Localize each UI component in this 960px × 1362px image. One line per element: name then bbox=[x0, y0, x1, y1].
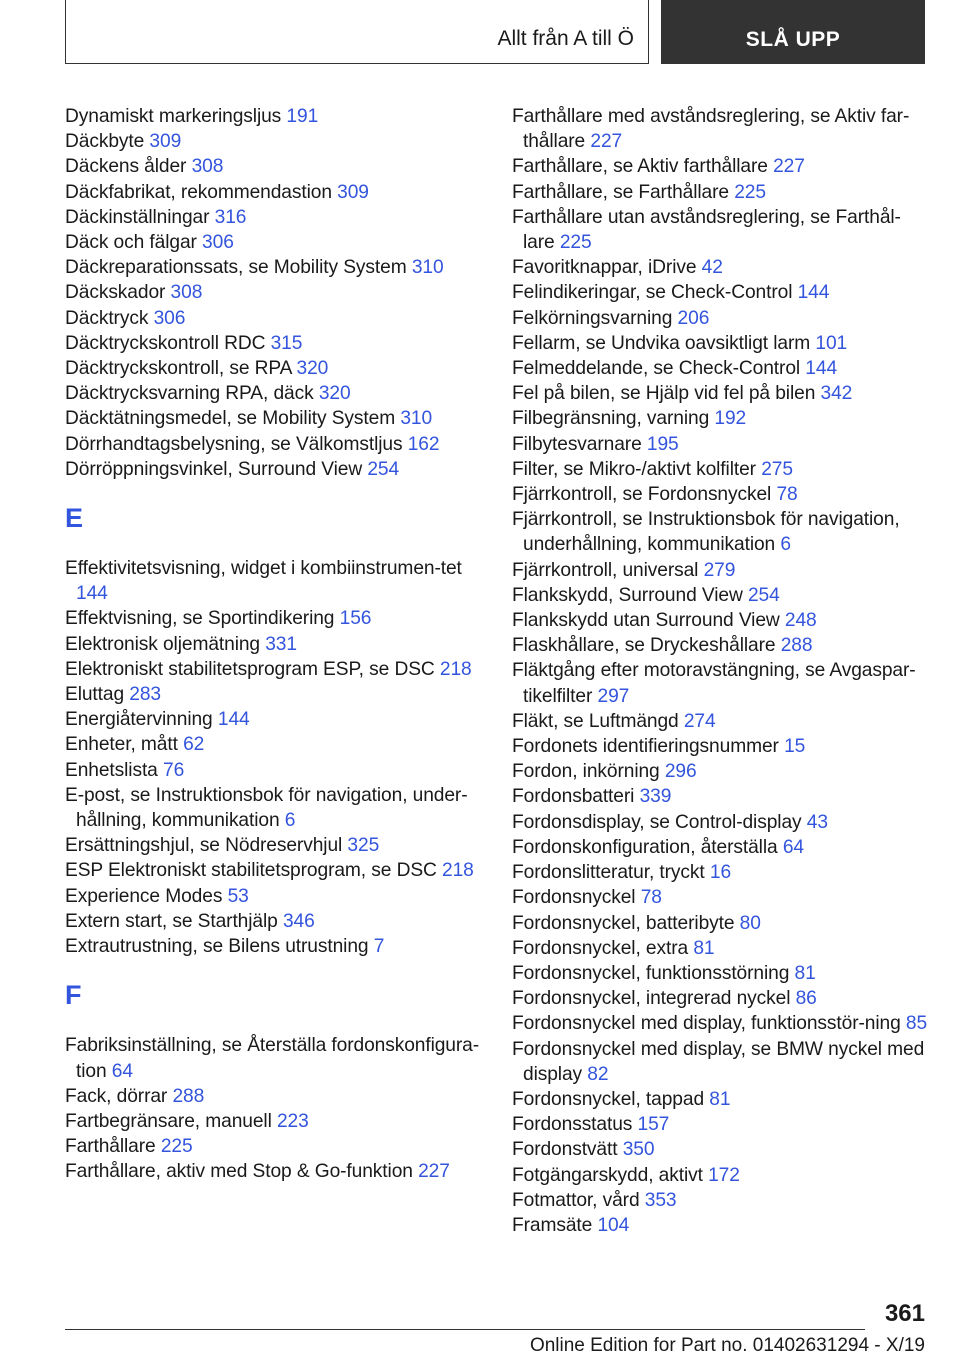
page-link[interactable]: 353 bbox=[644, 1189, 677, 1211]
entry-term: Fordonsnyckel, tappad bbox=[512, 1088, 705, 1110]
index-entry bbox=[512, 885, 932, 910]
page-link[interactable]: 309 bbox=[337, 181, 369, 203]
index-entry bbox=[512, 709, 932, 734]
entry-term: Dynamiskt markeringsljus bbox=[65, 106, 282, 127]
entry-term: Däck och fälgar bbox=[65, 232, 197, 254]
entry-term: Fack, dörrar bbox=[65, 1085, 168, 1107]
entry-term: Fordonsnyckel, funktionsstörning bbox=[512, 962, 790, 984]
entry-term: Filbegränsning, varning bbox=[512, 408, 710, 430]
section-letter: F bbox=[65, 980, 82, 1011]
page-link[interactable]: 283 bbox=[129, 684, 161, 706]
entry-term: Dörrhandtagsbelysning, se Välkomstljus bbox=[65, 433, 403, 455]
page-link[interactable]: 76 bbox=[163, 759, 185, 781]
index-entry bbox=[65, 858, 485, 883]
entry-term: Däcktätningsmedel, se Mobility System bbox=[65, 408, 396, 430]
entry-term: Fordonsnyckel, batteribyte bbox=[512, 912, 735, 934]
footer-divider bbox=[65, 1329, 865, 1330]
index-entry bbox=[65, 707, 485, 732]
entry-term: Fjärrkontroll, se Fordonsnyckel bbox=[512, 484, 772, 506]
page-link[interactable]: 64 bbox=[111, 1060, 133, 1082]
entry-term: Däcktryckskontroll, se RPA bbox=[65, 358, 292, 380]
index-entry bbox=[512, 1112, 932, 1137]
page-link[interactable]: 310 bbox=[400, 408, 433, 430]
entry-term: Fordonsdisplay, se Control-display bbox=[512, 811, 802, 833]
index-entry bbox=[65, 381, 485, 406]
index-entry bbox=[512, 911, 932, 936]
index-entry bbox=[512, 1037, 932, 1087]
page-link[interactable]: 82 bbox=[587, 1063, 609, 1085]
entry-term: Experience Modes bbox=[65, 885, 223, 907]
entry-term: E-post, se Instruktionsbok för navigation, under-hållning, kommunikation bbox=[65, 784, 468, 832]
page-link[interactable]: 6 bbox=[284, 810, 296, 832]
entry-term: Enheter, mått bbox=[65, 734, 178, 756]
entry-term: Filter, se Mikro-/aktivt kolfilter bbox=[512, 458, 756, 480]
index-entry bbox=[512, 986, 932, 1011]
entry-term: Enhetslista bbox=[65, 759, 158, 781]
page-link[interactable]: 157 bbox=[637, 1114, 670, 1136]
index-entry bbox=[512, 432, 932, 457]
page-link[interactable]: 16 bbox=[709, 862, 732, 884]
page-link[interactable]: 316 bbox=[214, 206, 247, 228]
entry-term: Farthållare, se Farthållare bbox=[512, 181, 729, 203]
index-entry bbox=[512, 784, 932, 809]
index-entry bbox=[512, 1011, 932, 1036]
index-entry bbox=[65, 934, 485, 959]
index-entry bbox=[512, 759, 932, 784]
entry-term: Fordonsbatteri bbox=[512, 786, 635, 808]
entry-term: Eluttag bbox=[65, 684, 125, 706]
page-link[interactable]: 191 bbox=[286, 106, 319, 127]
index-entry bbox=[65, 1033, 485, 1083]
page-link[interactable]: 206 bbox=[677, 307, 710, 329]
entry-term: Däckskador bbox=[65, 282, 166, 304]
entry-term: Dörröppningsvinkel, Surround View bbox=[65, 458, 363, 480]
page-link[interactable]: 308 bbox=[191, 156, 224, 178]
page-link[interactable]: 248 bbox=[784, 610, 817, 632]
entry-term: Effektivitetsvisning, widget i kombiinstrumen-tet bbox=[65, 558, 462, 580]
page-link[interactable]: 225 bbox=[734, 181, 766, 203]
index-entry bbox=[512, 1087, 932, 1112]
page-link[interactable]: 101 bbox=[815, 332, 848, 354]
index-entry bbox=[65, 909, 485, 934]
index-entry bbox=[65, 682, 485, 707]
entry-term: Felindikeringar, se Check-Control bbox=[512, 282, 793, 304]
entry-term: Elektronisk oljemätning bbox=[65, 633, 260, 655]
index-entry bbox=[512, 1163, 932, 1188]
index-column-left bbox=[65, 104, 485, 1185]
page-link[interactable]: 172 bbox=[708, 1164, 740, 1186]
index-entry bbox=[65, 129, 485, 154]
index-entry bbox=[65, 406, 485, 431]
index-entry bbox=[512, 1188, 932, 1213]
index-entry bbox=[65, 432, 485, 457]
entry-term: Fordonsnyckel, extra bbox=[512, 937, 689, 959]
page-link[interactable]: 227 bbox=[418, 1161, 450, 1183]
page-link[interactable]: 275 bbox=[761, 458, 793, 480]
entry-term: Extrautrustning, se Bilens utrustning bbox=[65, 936, 369, 958]
index-column-right bbox=[512, 104, 932, 1238]
page-link[interactable]: 78 bbox=[640, 887, 662, 909]
index-entry bbox=[512, 482, 932, 507]
entry-term: Fotgängarskydd, aktivt bbox=[512, 1164, 703, 1186]
page-link[interactable]: 320 bbox=[296, 358, 329, 380]
entry-term: Felmeddelande, se Check-Control bbox=[512, 358, 801, 380]
page-link[interactable]: 85 bbox=[905, 1013, 928, 1035]
entry-term: Fellarm, se Undvika oavsiktligt larm bbox=[512, 332, 811, 354]
page-link[interactable]: 325 bbox=[347, 835, 380, 857]
page-link[interactable]: 339 bbox=[639, 786, 672, 808]
entry-term: Fabriksinställning, se Återställa fordonskonfigura-tion bbox=[65, 1035, 480, 1082]
page-link[interactable]: 218 bbox=[439, 658, 472, 680]
index-entry bbox=[65, 356, 485, 381]
index-entry bbox=[65, 1109, 485, 1134]
page-link[interactable]: 15 bbox=[784, 736, 806, 758]
entry-term: Fjärrkontroll, se Instruktionsbok för navigation, underhållning, kommunikation bbox=[512, 509, 900, 556]
page-link[interactable]: 288 bbox=[172, 1085, 205, 1107]
index-entry bbox=[65, 758, 485, 783]
page-link[interactable]: 225 bbox=[559, 232, 592, 254]
index-entry bbox=[512, 558, 932, 583]
entry-term: Fläkt, se Luftmängd bbox=[512, 710, 679, 732]
entry-term: Fel på bilen, se Hjälp vid fel på bilen bbox=[512, 383, 816, 405]
index-entry bbox=[65, 104, 485, 129]
index-entry bbox=[65, 230, 485, 255]
index-entry bbox=[65, 1084, 485, 1109]
index-tab[interactable]: Allt från A till Ö bbox=[65, 0, 649, 64]
entry-term: Fordonsnyckel bbox=[512, 887, 636, 909]
entry-term: Felkörningsvarning bbox=[512, 307, 673, 329]
index-entry bbox=[65, 255, 485, 280]
page-link[interactable]: 315 bbox=[270, 332, 303, 354]
index-entry bbox=[512, 608, 932, 633]
page-link[interactable]: 162 bbox=[407, 433, 440, 455]
entry-term: Däcktrycksvarning RPA, däck bbox=[65, 383, 314, 405]
footer-edition: Online Edition for Part no. 01402631294 - X/19 bbox=[529, 1335, 925, 1356]
index-entry bbox=[65, 154, 485, 179]
page-link[interactable]: 192 bbox=[714, 408, 747, 430]
entry-term: Favoritknappar, iDrive bbox=[512, 257, 697, 279]
page-link[interactable]: 331 bbox=[265, 633, 297, 655]
index-entry bbox=[65, 280, 485, 305]
index-entry bbox=[512, 406, 932, 431]
page-link[interactable]: 144 bbox=[76, 583, 108, 605]
page-link[interactable]: 279 bbox=[703, 559, 736, 581]
index-entry bbox=[65, 632, 485, 657]
index-entry bbox=[65, 884, 485, 909]
index-entry bbox=[512, 1213, 932, 1238]
page-link[interactable]: 306 bbox=[202, 232, 234, 254]
page-link[interactable]: 218 bbox=[442, 860, 474, 882]
page-link[interactable]: 195 bbox=[646, 433, 679, 455]
entry-term: Fordon, inkörning bbox=[512, 761, 660, 783]
page-link[interactable]: 42 bbox=[701, 257, 723, 279]
page-link[interactable]: 78 bbox=[776, 484, 798, 506]
entry-term: Däcktryck bbox=[65, 307, 149, 329]
entry-term: Fordonsstatus bbox=[512, 1114, 633, 1136]
index-entry bbox=[512, 381, 932, 406]
index-entry bbox=[65, 833, 485, 858]
page-link[interactable]: 346 bbox=[282, 910, 315, 932]
index-entry bbox=[65, 205, 485, 230]
page-number: 361 bbox=[884, 1300, 925, 1327]
entry-term: Fordonsnyckel, integrerad nyckel bbox=[512, 988, 791, 1010]
index-entry bbox=[65, 606, 485, 631]
section-letter: E bbox=[65, 503, 83, 534]
index-entry bbox=[512, 154, 932, 179]
index-entry bbox=[512, 583, 932, 608]
page-link[interactable]: 350 bbox=[622, 1139, 655, 1161]
top-navigation bbox=[65, 0, 925, 66]
entry-term: Framsäte bbox=[512, 1214, 593, 1236]
page-link[interactable]: 62 bbox=[183, 734, 205, 756]
page-link[interactable]: 64 bbox=[782, 836, 804, 858]
page-link[interactable]: 81 bbox=[709, 1088, 731, 1110]
entry-term: Däckens ålder bbox=[65, 156, 187, 178]
entry-term: Däckreparationssats, se Mobility System bbox=[65, 257, 407, 279]
index-entry bbox=[65, 783, 485, 833]
index-entry bbox=[65, 556, 485, 606]
entry-term: Energiåtervinning bbox=[65, 709, 213, 731]
index-entry bbox=[512, 835, 932, 860]
page-link[interactable]: 144 bbox=[217, 709, 250, 731]
page-link[interactable]: 43 bbox=[806, 811, 828, 833]
entry-term: Farthållare utan avståndsreglering, se Farthål-lare bbox=[512, 206, 901, 254]
entry-term: Fordonsnyckel med display, se BMW nyckel med display bbox=[512, 1038, 925, 1085]
page-link[interactable]: 320 bbox=[318, 383, 351, 405]
entry-term: Farthållare bbox=[65, 1136, 156, 1158]
page-link[interactable]: 309 bbox=[149, 131, 182, 153]
page-link[interactable]: 6 bbox=[780, 534, 791, 556]
entry-term: Filbytesvarnare bbox=[512, 433, 642, 455]
index-entry bbox=[512, 507, 932, 557]
entry-term: Extern start, se Starthjälp bbox=[65, 910, 278, 932]
page-link[interactable]: 223 bbox=[276, 1110, 309, 1132]
entry-term: Farthållare med avståndsreglering, se Aktiv far-thållare bbox=[512, 106, 910, 153]
index-entry bbox=[512, 860, 932, 885]
page-link[interactable]: 296 bbox=[664, 761, 697, 783]
entry-term: Flankskydd utan Surround View bbox=[512, 610, 780, 632]
entry-term: Fordonsnyckel med display, funktionsstör-ning bbox=[512, 1013, 901, 1035]
page-link[interactable]: 156 bbox=[339, 608, 372, 630]
page-link[interactable]: 254 bbox=[367, 458, 400, 480]
index-entry bbox=[512, 658, 932, 708]
page-link[interactable]: 227 bbox=[590, 131, 623, 153]
entry-term: Ersättningshjul, se Nödreservhjul bbox=[65, 835, 343, 857]
page-link[interactable]: 80 bbox=[739, 912, 761, 934]
page-link[interactable]: 274 bbox=[683, 710, 716, 732]
entry-term: Fjärrkontroll, universal bbox=[512, 559, 699, 581]
page-link[interactable]: 308 bbox=[170, 282, 203, 304]
entry-term: Fotmattor, vård bbox=[512, 1189, 640, 1211]
index-entry bbox=[512, 633, 932, 658]
entry-term: Fläktgång efter motoravstängning, se Avgaspar-tikelfilter bbox=[512, 660, 916, 707]
index-entry bbox=[65, 732, 485, 757]
page-link[interactable]: 306 bbox=[153, 307, 186, 329]
entry-term: Fordonstvätt bbox=[512, 1139, 618, 1161]
index-entry bbox=[65, 1159, 485, 1184]
entry-term: Elektroniskt stabilitetsprogram ESP, se DSC bbox=[65, 658, 435, 680]
entry-term: Farthållare, se Aktiv farthållare bbox=[512, 156, 768, 178]
page-link[interactable]: 310 bbox=[411, 257, 444, 279]
page-link[interactable]: 254 bbox=[747, 584, 780, 606]
index-entry bbox=[65, 331, 485, 356]
entry-term: Fordonskonfiguration, återställa bbox=[512, 836, 778, 858]
index-entry bbox=[512, 255, 932, 280]
index-entry bbox=[512, 356, 932, 381]
entry-term: Fartbegränsare, manuell bbox=[65, 1110, 272, 1132]
entry-term: Fordonets identifieringsnummer bbox=[512, 736, 779, 758]
index-entry bbox=[512, 331, 932, 356]
entry-term: Däckbyte bbox=[65, 131, 145, 153]
search-button[interactable]: SLÅ UPP bbox=[661, 0, 925, 64]
page-link[interactable]: 81 bbox=[794, 962, 816, 984]
page-link[interactable]: 227 bbox=[773, 156, 805, 178]
entry-term: Flaskhållare, se Dryckeshållare bbox=[512, 635, 776, 657]
index-entry bbox=[512, 1137, 932, 1162]
index-entry bbox=[512, 961, 932, 986]
index-entry bbox=[65, 457, 485, 482]
page-link[interactable]: 104 bbox=[597, 1214, 630, 1236]
index-entry bbox=[512, 457, 932, 482]
index-entry bbox=[65, 1134, 485, 1159]
entry-term: Effektvisning, se Sportindikering bbox=[65, 608, 335, 630]
entry-term: Farthållare, aktiv med Stop & Go-funktion bbox=[65, 1161, 413, 1183]
page-link[interactable]: 144 bbox=[797, 282, 830, 304]
page-link[interactable]: 225 bbox=[160, 1136, 193, 1158]
entry-term: Däckinställningar bbox=[65, 206, 210, 228]
index-entry bbox=[512, 306, 932, 331]
entry-term: Däcktryckskontroll RDC bbox=[65, 332, 266, 354]
index-entry bbox=[512, 280, 932, 305]
page-link[interactable]: 342 bbox=[820, 383, 853, 405]
entry-term: Däckfabrikat, rekommendastion bbox=[65, 181, 332, 203]
page-link[interactable]: 288 bbox=[780, 635, 813, 657]
page-link[interactable]: 297 bbox=[597, 685, 630, 707]
index-entry bbox=[512, 104, 932, 154]
page-link[interactable]: 144 bbox=[805, 358, 838, 380]
index-entry bbox=[65, 657, 485, 682]
entry-term: Fordonslitteratur, tryckt bbox=[512, 862, 705, 884]
index-entry bbox=[512, 205, 932, 255]
index-entry bbox=[512, 936, 932, 961]
page-link[interactable]: 7 bbox=[373, 936, 385, 958]
index-entry bbox=[512, 734, 932, 759]
page-link[interactable]: 53 bbox=[227, 885, 249, 907]
index-entry bbox=[512, 180, 932, 205]
entry-term: ESP Elektroniskt stabilitetsprogram, se DSC bbox=[65, 860, 437, 882]
entry-term: Flankskydd, Surround View bbox=[512, 584, 743, 606]
page-link[interactable]: 86 bbox=[795, 988, 817, 1010]
index-entry bbox=[512, 810, 932, 835]
page-link[interactable]: 81 bbox=[693, 937, 715, 959]
index-entry bbox=[65, 306, 485, 331]
index-entry bbox=[65, 180, 485, 205]
